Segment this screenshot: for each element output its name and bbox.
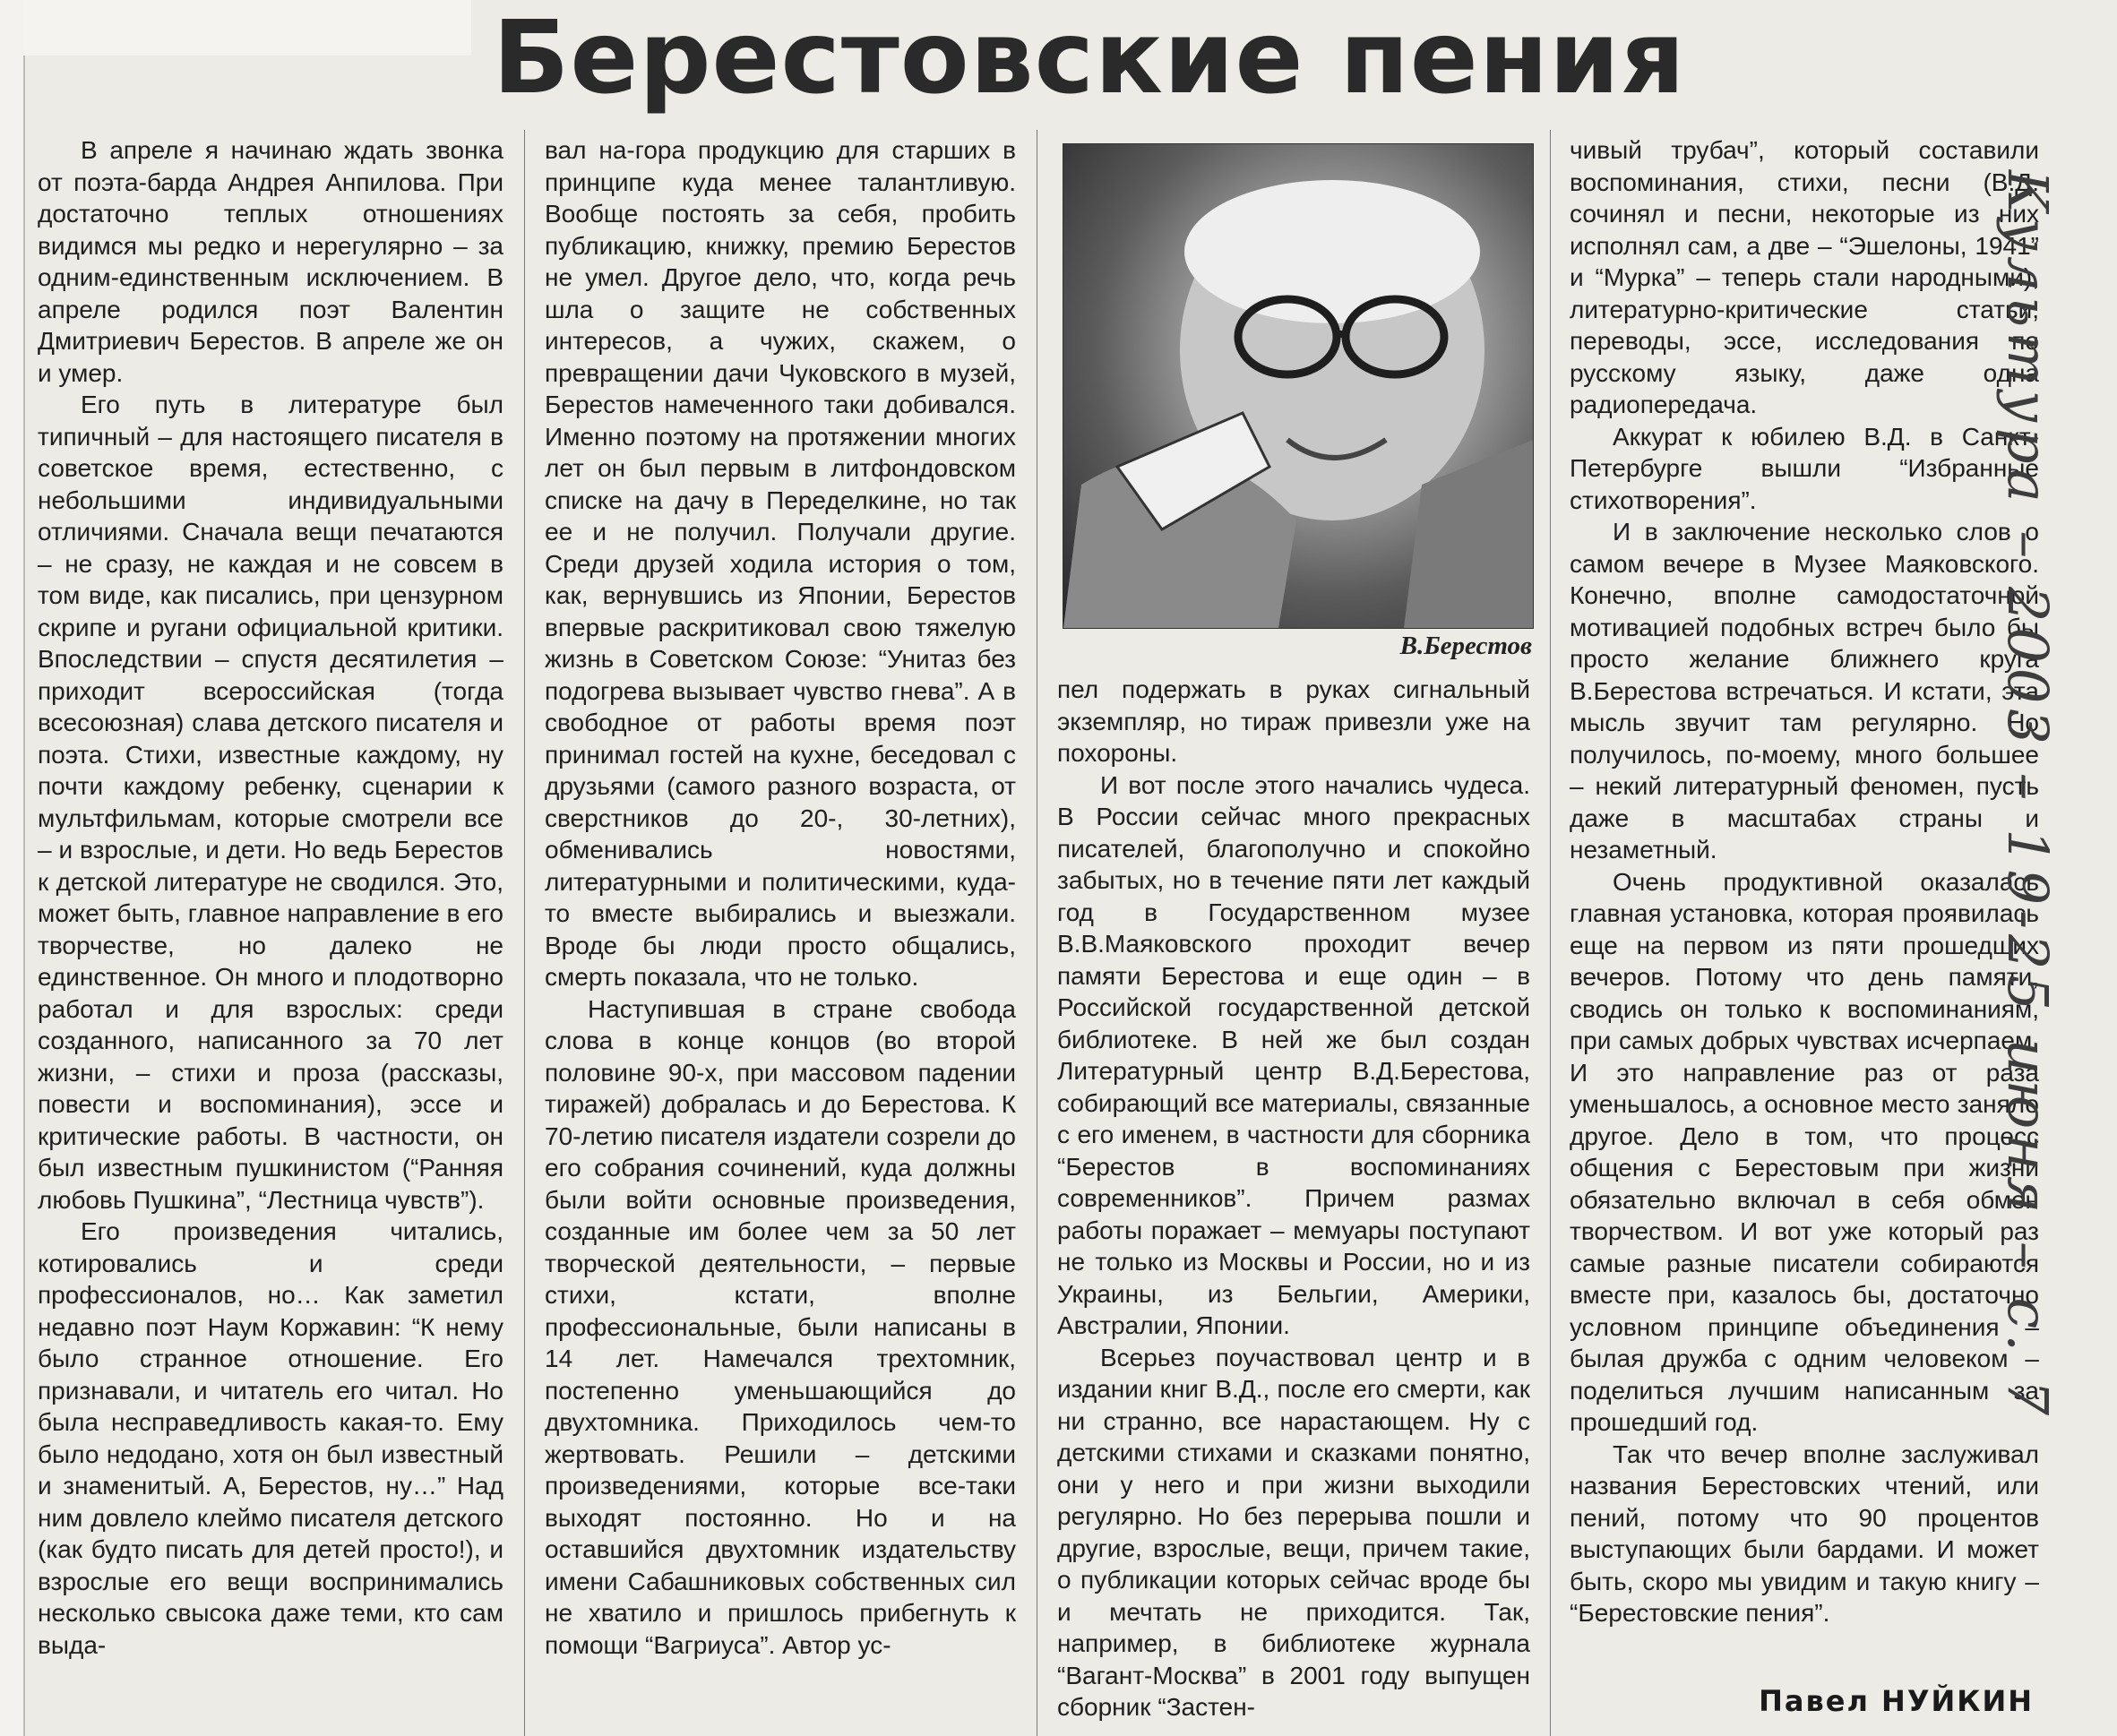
author-byline: Павел НУЙКИН bbox=[1759, 1684, 2034, 1718]
paragraph: И вот после этого начались чудеса. В России сейчас много прекрасных писателей, благополучно и спокойно забытых, но в течение пяти лет каждый год в Государственном музее В.В.Маяковского проходит вечер памяти Берестова и еще один – в Российской государственной детской библиотеке. В ней же был создан Литературный центр В.Д.Берестова, собирающий все материалы, связанные с его именем, в частности для сборника “Берестов в воспоминаниях современников”. Причем размах работы поражает – мемуары поступают не только из Москвы и России, но и из Украины, из Бельгии, Америки, Австралии, Японии. bbox=[1057, 770, 1530, 1339]
paragraph: Наступившая в стране свобода слова в конце концов (во второй половине 90-х, при массовом падении тиражей) добралась и до Берестова. К 70-летию писателя издатели созрели до его собрания сочинений, куда должны были войти основные произведения, созданные им более чем за 50 лет творческой деятельности, – первые стихи, кстати, вполне профессиональные, были написаны в 14 лет. Намечался трехтомник, постепенно уменьшающийся до двухтомника. Приходилось чем-то жертвовать. Решили – детскими произведениями, которые все-таки выходят постоянно. Но и на оставшийся двухтомник издательству имени Сабашниковых собственных сил не хватило и пришлось прибегнуть к помощи “Вагриуса”. Автор ус- bbox=[545, 994, 1016, 1659]
paragraph: вал на-гора продукцию для старших в принципе куда менее талантливую. Вообще постоять за себя, пробить публикацию, книжку, премию Берестов не умел. Другое дело, что, когда речь шла о защите не собственных интересов, а чужих, скажем, о превращении дачи Чуковского в музей, Берестов намеченного таки добивался. Именно поэтому на протяжении многих лет он был первым в литфондовском списке на дачу в Переделкине, но так ее и не получил. Получали другие. Среди друзей ходила история о том, как, вернувшись из Японии, Берестов впервые раскритиковал свою тяжелую жизнь в Советском Союзе: “Унитаз без подогрева вызывает чувство гнева”. А в свободное от работы время поэт принимал гостей на кухне, беседовал с друзьями (самого разного возраста, от сверстников до 20-, 30-летних), обменивались новостями, литературными и политическими, куда-то вместе выбирались и выезжали. Вроде бы люди просто общались, смерть показала, что не только. bbox=[545, 136, 1016, 991]
article-column-1 bbox=[38, 134, 503, 1736]
article-headline: Берестовские пения bbox=[493, 0, 1686, 116]
paragraph: Его произведения читались, котировались и среди профессионалов, но… Как заметил недавно поэт Наум Коржавин: “К нему было странное отношение. Его признавали, и читатель его читал. Но была несправедливость какая-то. Ему было недодано, хотя он был известный и знаменитый. А, Берестов, ну…” Над ним довлело клеймо писателя детского (как будто писать для детей просто!), и взрослые его вещи воспринимались несколько свысока даже теми, кто сам выда- bbox=[38, 1217, 503, 1659]
paragraph: пел подержать в руках сигнальный экземпляр, но тираж привезли уже на похороны. bbox=[1057, 675, 1530, 767]
column-rule bbox=[1550, 130, 1551, 1736]
paragraph: чивый трубач”, который составили воспоминания, стихи, песни (В.Д. сочинял и песни, некоторые из них исполнял сам, а две – “Эшелоны, 1941” и “Мурка” – теперь стали народными), литературно-критические статьи, переводы, эссе, исследования по русскому языку, даже одна радиопередача. bbox=[1570, 136, 2039, 418]
column-rule bbox=[524, 130, 525, 1736]
paragraph: Так что вечер вполне заслуживал названия Берестовских чтений, или пений, потому что 90 процентов выступающих были бардами. И может быть, скоро мы увидим и такую книгу – “Берестовские пения”. bbox=[1570, 1440, 2039, 1627]
torn-left-edge bbox=[0, 0, 25, 1736]
paragraph: Аккурат к юбилею В.Д. в Санкт-Петербурге вышли “Избранные стихотворения”. bbox=[1570, 422, 2039, 514]
paragraph: Всерьез поучаствовал центр и в издании книг В.Д., после его смерти, как ни странно, все нарастающем. Ну с детскими стихами и сказками понятно, они у него и при жизни выходили регулярно. Но без перерыва пошли и другие, взрослые, вещи, причем такие, о публикации которых сейчас вроде бы и мечтать не приходится. Так, например, в библиотеке журнала “Вагант-Москва” в 2001 году выпущен сборник “Застен- bbox=[1057, 1343, 1530, 1721]
handwritten-source-note: Культура – 2003 – 19-25 июня – с. 7 bbox=[1995, 170, 2061, 1422]
portrait-photo bbox=[1063, 143, 1534, 629]
torn-top-edge bbox=[23, 0, 471, 56]
paragraph: В апреле я начинаю ждать звонка от поэта-барда Андрея Анпилова. При достаточно теплых отношениях видимся мы редко и нерегулярно – за одним-единственным исключением. В апреле родился поэт Валентин Дмитриевич Берестов. В апреле же он и умер. bbox=[38, 136, 503, 387]
paragraph: Очень продуктивной оказалась главная установка, которая проявилась еще на первом из пяти прошедших вечеров. Потому что день памяти, сводись он только к воспоминаниям, при самых добрых чувствах исчерпаем. И это направление раз от раза уменьшалось, а основное место заняло другое. Дело в том, что процесс общения с Берестовым при жизни обязательно включал в себя обмен творчеством. И вот уже который раз самые разные писатели собираются вместе при, казалось бы, достаточно условном принципе объединения – былая дружба с одним человеком – поделиться лучшим написанным за прошедший год. bbox=[1570, 867, 2039, 1436]
article-column-3 bbox=[1057, 674, 1530, 1736]
article-column-4 bbox=[1570, 134, 2039, 1627]
paragraph: И в заключение несколько слов о самом вечере в Музее Маяковского. Конечно, вполне самодостаточной мотивацией подобных встреч было бы просто желание ближнего круга В.Берестова встречаться. И кстати, эта мысль звучит там регулярно. Но получилось, по-моему, много большее – некий литературный феномен, пусть даже в масштабах страны и незаметный. bbox=[1570, 518, 2039, 864]
paragraph: Его путь в литературе был типичный – для настоящего писателя в советское время, естественно, с небольшими индивидуальными отличиями. Сначала вещи печатаются – не сразу, не каждая и не совсем в том виде, как писались, при цензурном скрипе и ругани официальной критики. Впоследствии – спустя десятилетия – приходит всероссийская (тогда всесоюзная) слава детского писателя и поэта. Стихи, известные каждому, ну почти каждому ребенку, сценарии к мультфильмам, которые смотрели все – и взрослые, и дети. Но ведь Берестов к детской литературе не сводился. Это, может быть, главное направление в его творчестве, но далеко не единственное. Он много и плодотворно работал и для взрослых: среди созданного, написанного за 70 лет жизни, – стихи и проза (рассказы, повести и воспоминания), эссе и критические работы. В частности, он был известным пушкинистом (“Ранняя любовь Пушкина”, “Лестница чувств”). bbox=[38, 391, 503, 1214]
article-column-2 bbox=[545, 134, 1016, 1736]
photo-caption: В.Берестов bbox=[1399, 632, 1532, 660]
